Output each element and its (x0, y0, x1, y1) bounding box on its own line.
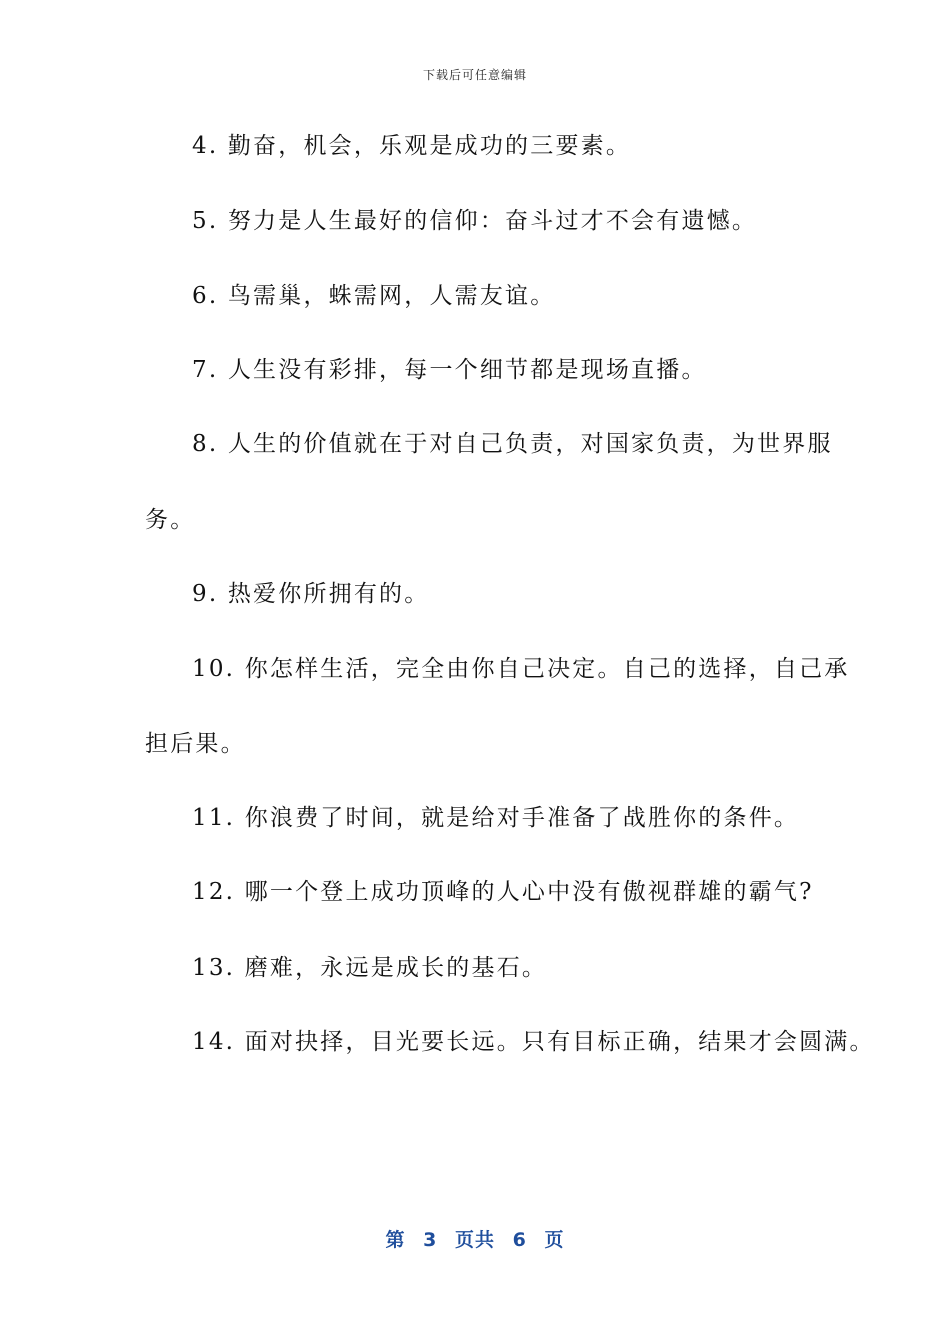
page-number-footer: 第 3 页共 6 页 (385, 1229, 565, 1251)
text-line: 7. 人生没有彩排，每一个细节都是现场直播。 (192, 357, 707, 383)
text-line: 6. 鸟需巢，蛛需网，人需友谊。 (192, 283, 556, 309)
text-line: 5. 努力是人生最好的信仰：奋斗过才不会有遗憾。 (192, 208, 758, 234)
text-line: 务。 (145, 507, 196, 533)
text-line: 11. 你浪费了时间，就是给对手准备了战胜你的条件。 (192, 805, 800, 831)
text-line: 8. 人生的价值就在于对自己负责，对国家负责，为世界服 (192, 431, 833, 457)
text-line: 14. 面对抉择，目光要长远。只有目标正确，结果才会圆满。 (192, 1029, 875, 1055)
text-line: 12. 哪一个登上成功顶峰的人心中没有傲视群雄的霸气? (192, 879, 814, 905)
page-header: 下载后可任意编辑 (422, 68, 527, 82)
text-line: 9. 热爱你所拥有的。 (192, 581, 430, 607)
text-line: 13. 磨难，永远是成长的基石。 (192, 955, 548, 981)
text-line: 担后果。 (145, 731, 246, 757)
text-line: 10. 你怎样生活，完全由你自己决定。自己的选择，自己承 (192, 656, 850, 682)
text-line: 4. 勤奋，机会，乐观是成功的三要素。 (192, 133, 632, 159)
